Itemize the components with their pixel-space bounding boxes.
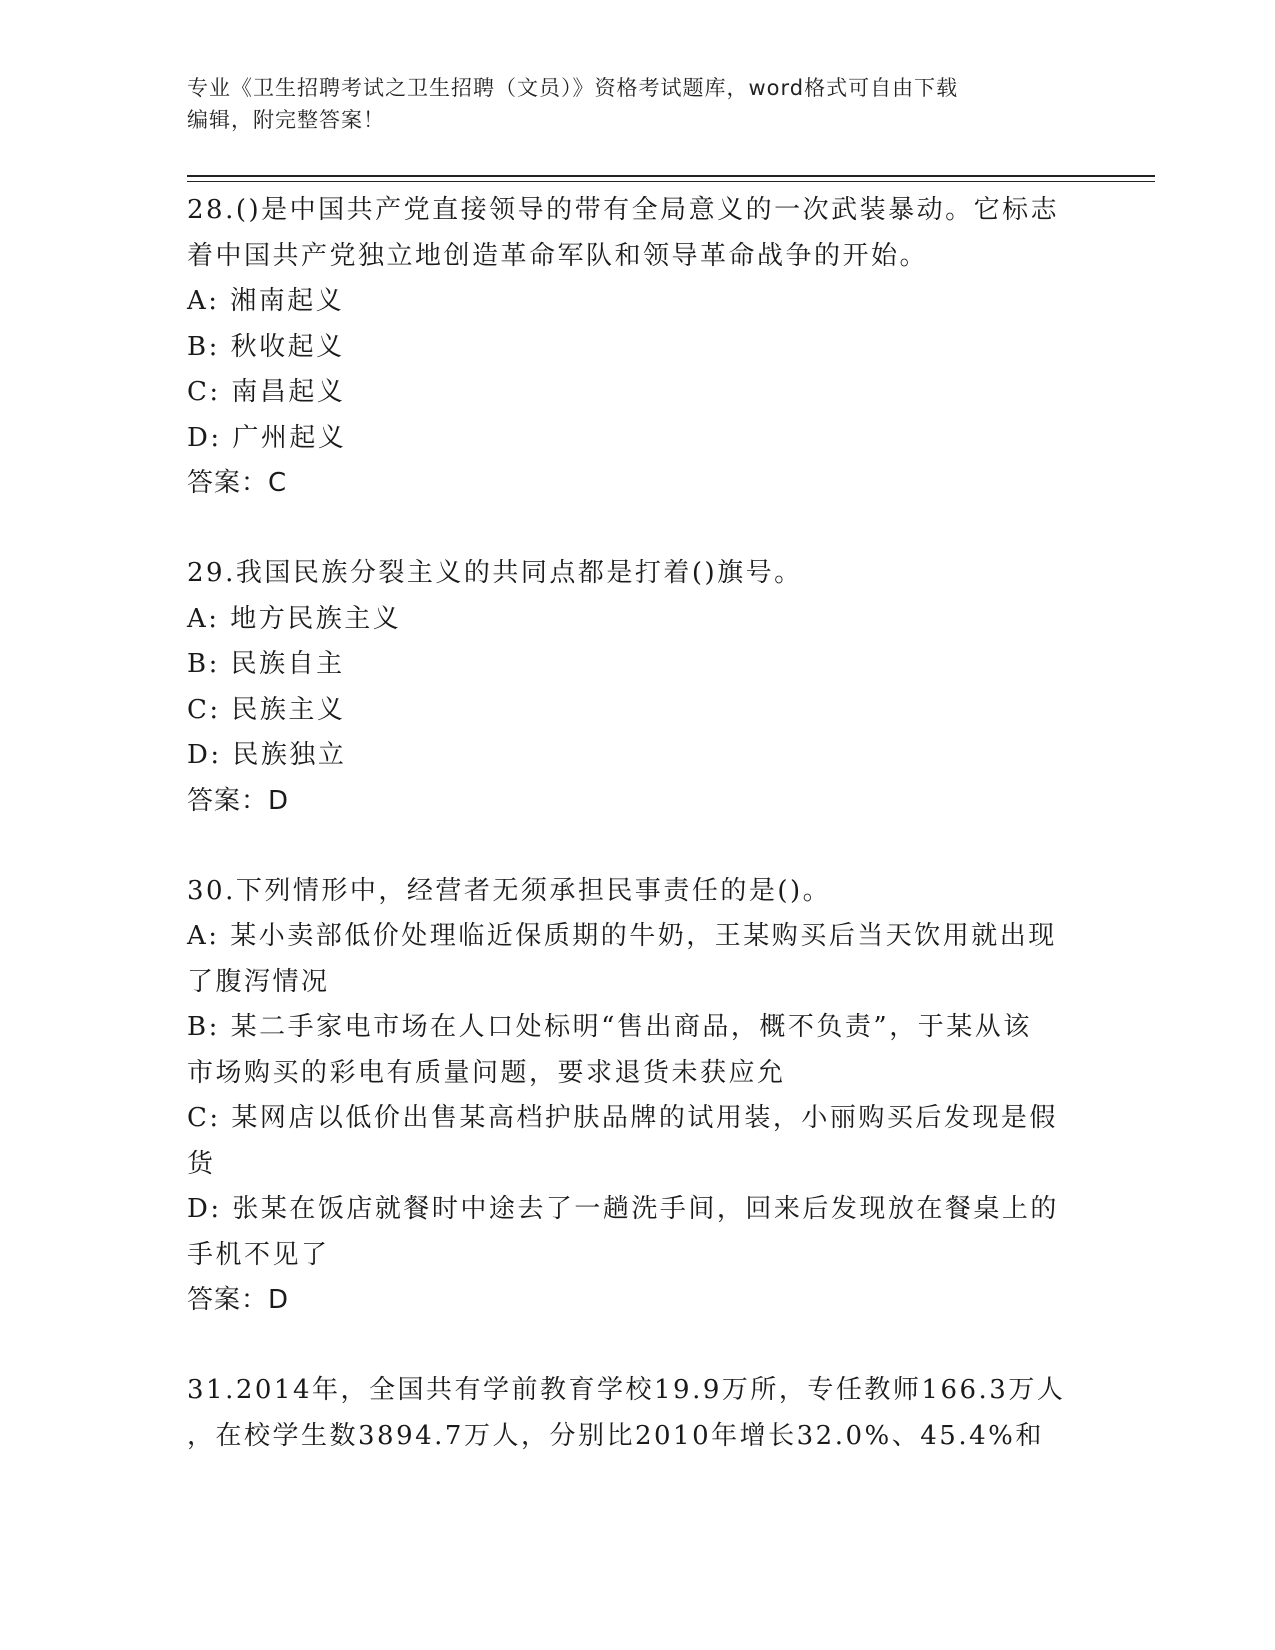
question-stem: 29.我国民族分裂主义的共同点都是打着()旗号。	[187, 558, 803, 588]
option-c: C: 某网店以低价出售某高档护肤品牌的试用装，小丽购买后发现是假	[187, 1103, 1058, 1133]
question-31	[187, 1368, 1077, 1459]
option-d: D: 张某在饭店就餐时中途去了一趟洗手间，回来后发现放在餐桌上的	[187, 1194, 1059, 1224]
option-b-continued: 市场购买的彩电有质量问题，要求退货未获应允	[187, 1057, 786, 1088]
option-c-continued: 货	[187, 1148, 216, 1179]
option-b: B: 秋收起义	[187, 331, 345, 362]
question-stem: 着中国共产党独立地创造革命军队和领导革命战争的开始。	[187, 240, 929, 271]
answer-label: 答案：D	[187, 1285, 290, 1315]
option-b: B: 某二手家电市场在人口处标明“售出商品，概不负责”，于某从该	[187, 1012, 1032, 1042]
option-a: A: 湘南起义	[187, 286, 345, 316]
question-stem: 31.2014年，全国共有学前教育学校19.9万所，专任教师166.3万人	[187, 1375, 1066, 1405]
option-d: D: 民族独立	[187, 740, 347, 770]
question-list	[187, 188, 1077, 1504]
answer-label: 答案：C	[187, 468, 288, 498]
option-c: C: 南昌起义	[187, 377, 346, 407]
option-a: A: 某小卖部低价处理临近保质期的牛奶，王某购买后当天饮用就出现	[187, 921, 1057, 951]
header-line: 专业《卫生招聘考试之卫生招聘（文员）》资格考试题库，word格式可自由下载	[187, 76, 959, 100]
question-29	[187, 551, 1077, 824]
option-b: B: 民族自主	[187, 649, 345, 679]
question-stem: 30.下列情形中，经营者无须承担民事责任的是()。	[187, 875, 832, 906]
header-line: 编辑，附完整答案！	[187, 108, 385, 132]
document-header	[187, 72, 1087, 136]
option-d: D: 广州起义	[187, 422, 347, 453]
header-divider-thick	[187, 175, 1155, 177]
answer-label: 答案：D	[187, 785, 290, 816]
question-stem: ，在校学生数3894.7万人，分别比2010年增长32.0%、45.4%和	[187, 1420, 1044, 1451]
question-stem: 28.()是中国共产党直接领导的带有全局意义的一次武装暴动。它标志	[187, 195, 1060, 225]
option-d-continued: 手机不见了	[187, 1239, 330, 1270]
question-30	[187, 869, 1077, 1324]
question-28	[187, 188, 1077, 506]
option-a-continued: 了腹泻情况	[187, 966, 330, 997]
option-c: C: 民族主义	[187, 694, 346, 725]
header-divider-thin	[187, 181, 1155, 182]
option-a: A: 地方民族主义	[187, 603, 402, 634]
